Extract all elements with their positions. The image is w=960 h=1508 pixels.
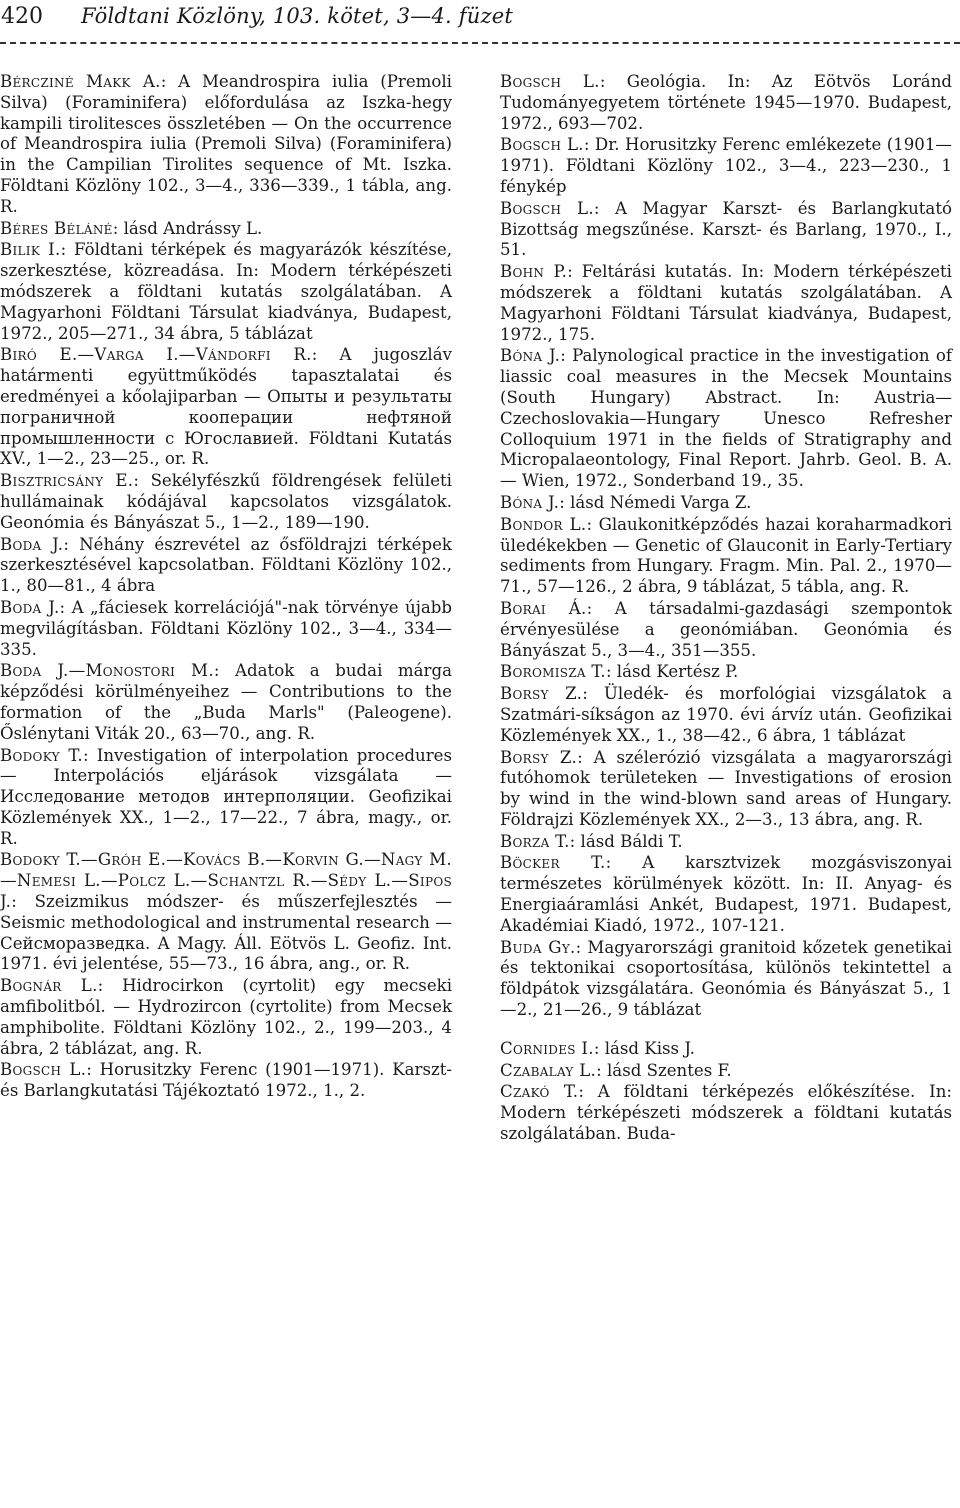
running-title: Földtani Közlöny, 103. kötet, 3—4. füzet <box>81 4 513 28</box>
bibliography-entry <box>500 135 952 197</box>
entry-author: Béres Béláné <box>0 218 113 238</box>
entry-author: Borza T. <box>500 831 570 851</box>
entry-text: : Investigation of interpolation procedures — Interpolációs eljárások vizsgálata — Исследование методов интерполяции. Geofizikai Közlemények XX., 1—2., 17—22., 7 ábra, magy., or. R. <box>0 745 452 848</box>
bibliography-entry <box>0 598 452 660</box>
entry-author: Bogsch L. <box>0 1060 87 1080</box>
entry-author: Bóna J. <box>500 346 561 366</box>
entry-text: : Horusitzky Ferenc (1901—1971). Karszt- és Barlangkutatási Tájékoztató 1972., 1., 2. <box>0 1060 452 1101</box>
bibliography-entry <box>500 346 952 492</box>
bibliography-entry <box>0 976 452 1059</box>
bibliography-entry <box>500 262 952 345</box>
entry-author: Bércziné Makk A. <box>0 72 161 91</box>
entry-author: Cornides I. <box>500 1038 594 1058</box>
entry-author: Biró E.—Varga I.—Vándorfi R. <box>0 345 312 365</box>
bibliography-entry <box>0 471 452 533</box>
entry-text: : A földtani térképezés előkészítése. In: Modern térképészeti módszerek a földtani kutatás szolgálatában. Buda- <box>500 1082 952 1144</box>
entry-text: : lásd Szentes F. <box>596 1060 732 1080</box>
entry-text: : Földtani térképek és magyarázók készítése, szerkesztése, közreadása. In: Modern térképészeti módszerek a földtani kutatás szolgálatában. A Magyarhoni Földtani Társulat kiadványa, Budapest, 1972., 205—271., 34 ábra, 5 táblázat <box>0 240 452 343</box>
entry-author: Borsy Z. <box>500 684 583 704</box>
page-header <box>0 4 960 44</box>
bibliography-entry <box>500 1039 952 1060</box>
bibliography-entry <box>500 599 952 661</box>
entry-author: Bóna J. <box>500 492 560 512</box>
entry-author: Bogsch L. <box>500 198 594 218</box>
entry-author: Czabalay L. <box>500 1060 597 1080</box>
bibliography-entry <box>0 746 452 850</box>
entry-text: : A Meandrospira iulia (Premoli Silva) (Foraminifera) előfordulása az Iszka-hegy kampili tirolitesces összletében — On the occurrence of Meandrospira iulia (Premoli Silva) (Foraminifera) in the Campilian Tirolites sequence of Mt. Iszka. Földtani Közlöny 102., 3—4., 336—339., 1 tábla, ang. R. <box>0 72 452 216</box>
entry-author: Bogsch L. <box>500 135 584 155</box>
bibliography-entry <box>500 832 952 853</box>
entry-author: Bohn P. <box>500 262 568 282</box>
entry-text: : Geológia. In: Az Eötvös Loránd Tudományegyetem története 1945—1970. Budapest, 1972., 693—702. <box>500 72 953 133</box>
entry-text: : A szélerózió vizsgálata a magyarországi futóhomok területeken — Investigations of erosion by wind in the wind-blown sand areas of Hungary. Földrajzi Közlemények XX., 2—3., 13 ábra, ang. R. <box>500 747 952 829</box>
bibliography-entry <box>500 853 952 936</box>
entry-author: Borai Á. <box>500 598 587 618</box>
right-column <box>500 72 952 1146</box>
bibliography-entry <box>0 219 452 240</box>
bibliography-entry <box>500 515 952 598</box>
entry-text: : Dr. Horusitzky Ferenc emlékezete (1901—1971). Földtani Közlöny 102., 3—4., 223—230., 1 fénykép <box>500 135 952 196</box>
entry-author: Buda Gy. <box>500 937 576 957</box>
entry-text: : lásd Báldi T. <box>569 831 683 851</box>
bibliography-entry <box>0 535 452 597</box>
bibliography-entry <box>500 662 952 683</box>
entry-text: : lásd Andrássy L. <box>112 218 263 238</box>
entry-author: Boda J. <box>0 534 64 554</box>
entry-text: : A Magyar Karszt- és Barlangkutató Bizottság megszűnése. Karszt- és Barlang, 1970., I., 51. <box>500 198 952 260</box>
entry-text: : Szeizmikus módszer- és műszerfejlesztés — Seismic methodological and instrumental research — Сейсморазведка. A Magy. Áll. Eötvös L. Geofiz. Int. 1971. évi jelentése, 55—73., 16 ábra, ang., or. R. <box>0 892 452 974</box>
header-rule <box>0 42 960 44</box>
entry-text: : lásd Kiss J. <box>593 1038 695 1058</box>
entry-author: Bodoky T. <box>0 745 83 765</box>
entry-text: : Palynological practice in the investigation of liassic coal measures in the Mecsek Mountains (South Hungary) Abstract. In: Austria—Czechoslovakia—Hungary Unesco Refresher Colloquium 1971 in the fields of Stratigraphy and Micropalaeontology, Final Report. Jahrb. Geol. B. A. — Wien, 1972., Sonderband 19., 35. <box>500 346 952 491</box>
entry-text: : Glaukonitképződés hazai koraharmadkori üledékekben — Genetic of Glauconit in Early-Tertiary sediments from Hungary. Fragm. Min. Pal. 2., 1970—71., 57—126., 2 ábra, 9 táblázat, 5 tábla, ang. R. <box>500 514 952 597</box>
bibliography-entry <box>500 493 952 514</box>
entry-text: : A társadalmi-gazdasági szempontok érvényesülése a geonómiában. Geonómia és Bányászat 5., 3—4., 351—355. <box>500 598 952 660</box>
page-number: 420 <box>1 4 43 29</box>
entry-text: : A jugoszláv határmenti együttműködés tapasztalatai és eredményei a kőolajiparban — Опыты и результаты пограничной кооперации нефтяной промышленности с Югославией. Földtani Kutatás XV., 1—2., 23—25., or. R. <box>0 345 452 469</box>
entry-text: : A „fáciesek korrelációjá"-nak törvénye újabb megvilágításban. Földtani Közlöny 102., 3—4., 334—335. <box>0 597 452 659</box>
entry-text: : Feltárási kutatás. In: Modern térképészeti módszerek a földtani kutatás szolgálatában. A Magyarhoni Földtani Társulat kiadványa, Budapest, 1972., 175. <box>500 262 952 344</box>
bibliography-entry <box>0 661 452 744</box>
entry-author: Bognár L. <box>0 976 98 996</box>
entry-text: : Néhány észrevétel az ősföldrajzi térképek szerkesztésével kapcsolatban. Földtani Közlöny 102., 1., 80—81., 4 ábra <box>0 534 452 596</box>
bibliography-entry <box>0 1060 452 1102</box>
entry-author: Böcker T. <box>500 853 606 873</box>
entry-author: Bisztricsány E. <box>0 471 134 491</box>
bibliography-entry <box>500 748 952 831</box>
entry-author: Boda J. <box>0 597 60 617</box>
entry-text: : lásd Kertész P. <box>605 662 739 682</box>
bibliography-entry <box>0 72 452 218</box>
entry-author: Boda J.—Monostori M. <box>0 661 214 681</box>
entry-author: Bodoky T.—Gróh E.—Kovács B.—Korvin G.—Nagy M.—Nemesi L.—Polcz L.—Schantzl R.—Sédy L.—Sipos J. <box>0 850 452 912</box>
bibliography-entry <box>500 684 952 746</box>
bibliography-entry <box>500 1082 952 1144</box>
entry-author: Boromisza T. <box>500 662 606 682</box>
entry-text: : Adatok a budai márga képződési körülményeihez — Contributions to the formation of the „Buda Marls" (Paleogene). Őslénytani Viták 20., 63—70., ang. R. <box>0 661 452 743</box>
entry-text: : Üledék- és morfológiai vizsgálatok a Szatmári-síkságon az 1970. évi árvíz után. Geofizikai Közlemények XX., 1., 38—42., 6 ábra, 1 táblázat <box>500 684 952 745</box>
entry-text: : A karsztvizek mozgásviszonyai természetes körülmények között. In: II. Anyag- és Energiaáramlási Ankét, Budapest, 1971. Budapest, Akadémiai Kiadó, 1972., 107-121. <box>500 853 952 935</box>
entry-text: : lásd Némedi Varga Z. <box>559 492 752 512</box>
entry-author: Czakó T. <box>500 1082 579 1102</box>
entry-author: Bondor L. <box>500 514 587 534</box>
bibliography-entry <box>500 199 952 261</box>
left-column <box>0 72 452 1103</box>
entry-text: : Magyarországi granitoid kőzetek genetikai és tektonikai csoportosítása, különös tekintettel a földpátok vizsgálatára. Geonómia és Bányászat 5., 1—2., 21—26., 9 táblázat <box>500 937 952 1020</box>
entry-author: Bogsch L. <box>500 72 600 91</box>
bibliography-entry <box>500 938 952 1021</box>
bibliography-entry <box>0 345 452 470</box>
bibliography-entry <box>0 850 452 975</box>
entry-text: : Hidrocirkon (cyrtolit) egy mecseki amfibolitból. — Hydrozircon (cyrtolite) from Mecsek amphibolite. Földtani Közlöny 102., 2., 199—203., 4 ábra, 2 táblázat, ang. R. <box>0 976 452 1058</box>
entry-author: Borsy Z. <box>500 747 578 767</box>
bibliography-entry <box>0 240 452 344</box>
bibliography-entry <box>500 72 952 134</box>
bibliography-entry <box>500 1061 952 1082</box>
entry-text: : Sekélyfészkű földrengések felületi hullámainak kódájával kapcsolatos vizsgálatok. Geonómia és Bányászat 5., 1—2., 189—190. <box>0 471 452 532</box>
entry-author: Bilik I. <box>0 240 61 260</box>
